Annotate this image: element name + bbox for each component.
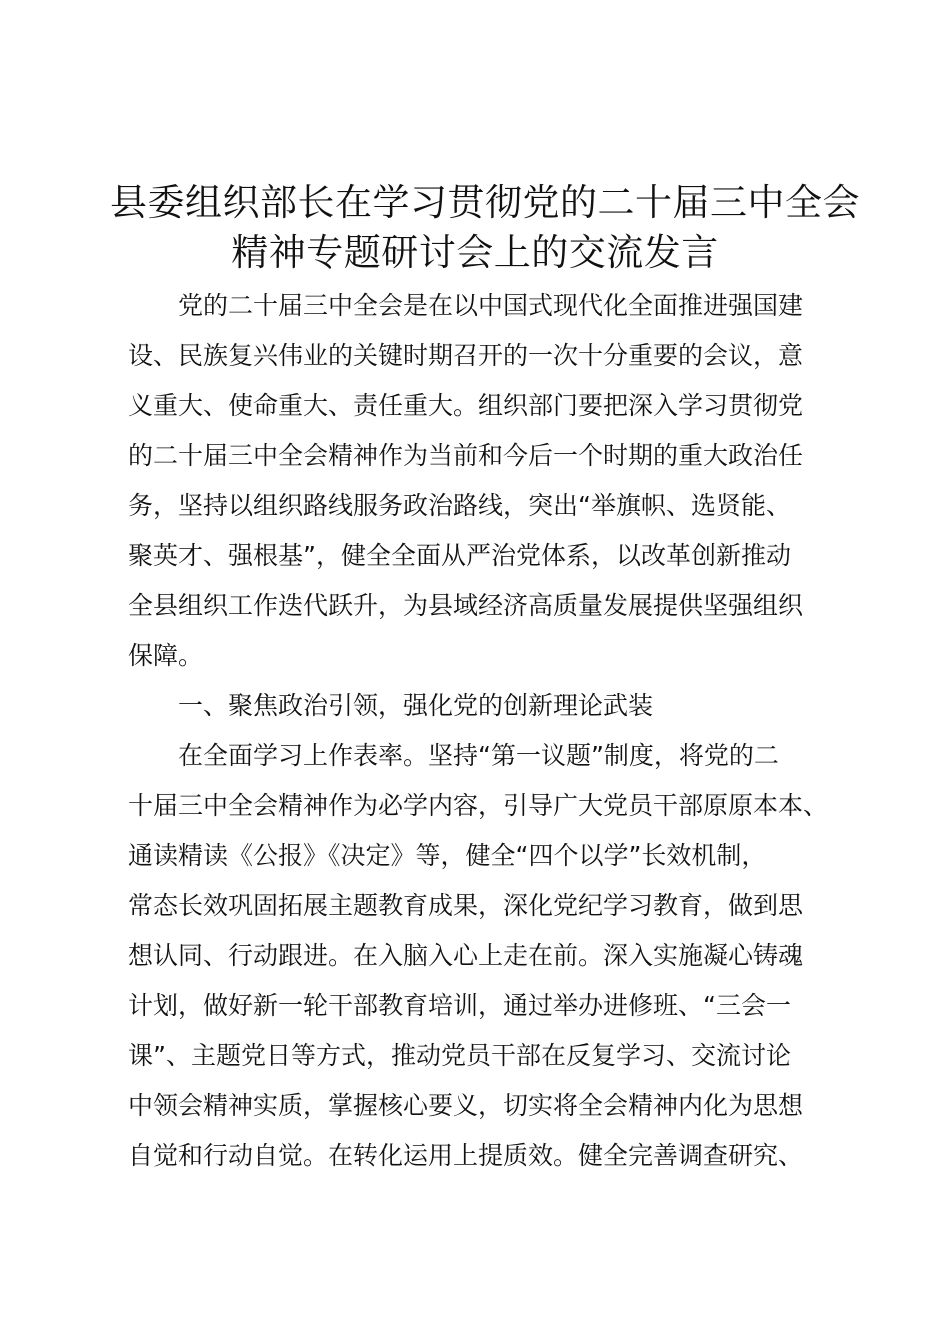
paragraph-line: 常态长效巩固拓展主题教育成果，深化党纪学习教育，做到思 — [128, 891, 804, 920]
paragraph-line: 计划，做好新一轮干部教育培训，通过举办进修班、“三会一 — [128, 991, 791, 1020]
paragraph-line: 通读精读《公报》《决定》等，健全“四个以学”长效机制， — [128, 841, 767, 870]
paragraph-line: 自觉和行动自觉。在转化运用上提质效。健全完善调查研究、 — [128, 1141, 804, 1170]
paragraph-line: 设、民族复兴伟业的关键时期召开的一次十分重要的会议，意 — [128, 341, 804, 370]
document-title-line-2: 精神专题研讨会上的交流发言 — [231, 231, 719, 274]
paragraph-line: 在全面学习上作表率。坚持“第一议题”制度，将党的二 — [178, 741, 779, 770]
paragraph-line: 义重大、使命重大、责任重大。组织部门要把深入学习贯彻党 — [128, 391, 804, 420]
paragraph-line: 全县组织工作迭代跃升，为县域经济高质量发展提供坚强组织 — [128, 591, 804, 620]
paragraph-line: 聚英才、强根基”，健全全面从严治党体系，以改革创新推动 — [128, 541, 791, 570]
section-heading: 一、聚焦政治引领，强化党的创新理论武装 — [178, 691, 654, 720]
paragraph-line: 十届三中全会精神作为必学内容，引导广大党员干部原原本本、 — [128, 791, 829, 820]
paragraph-line: 中领会精神实质，掌握核心要义，切实将全会精神内化为思想 — [128, 1091, 804, 1120]
paragraph-line: 务，坚持以组织路线服务政治路线，突出“举旗帜、选贤能、 — [128, 491, 791, 520]
paragraph-line: 党的二十届三中全会是在以中国式现代化全面推进强国建 — [178, 291, 804, 320]
paragraph-line: 的二十届三中全会精神作为当前和今后一个时期的重大政治任 — [128, 441, 804, 470]
document-title-line-1: 县委组织部长在学习贯彻党的二十届三中全会 — [110, 181, 860, 224]
paragraph-line: 课”、主题党日等方式，推动党员干部在反复学习、交流讨论 — [128, 1041, 791, 1070]
paragraph-line: 想认同、行动跟进。在入脑入心上走在前。深入实施凝心铸魂 — [128, 941, 804, 970]
paragraph-line: 保障。 — [128, 641, 204, 670]
